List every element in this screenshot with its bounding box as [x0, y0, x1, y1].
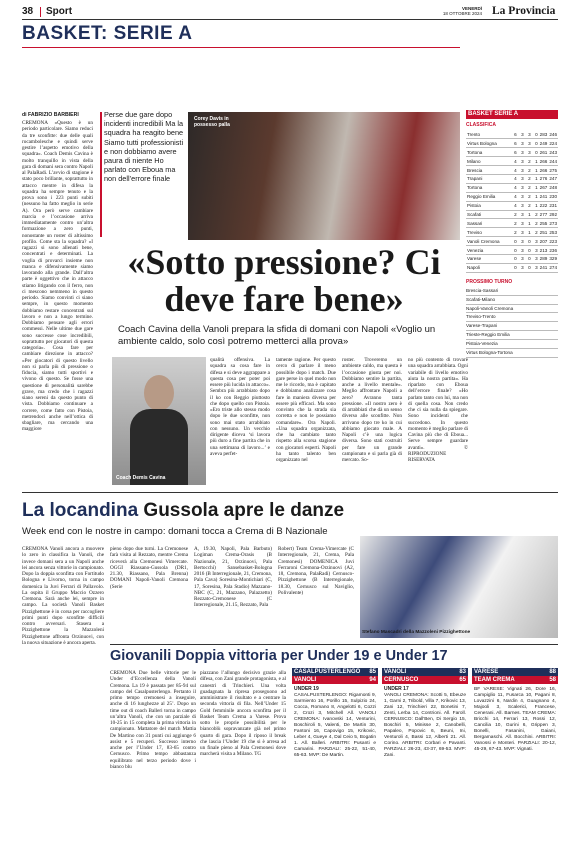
- team-stat: 1: [525, 219, 532, 228]
- standings-row: [466, 210, 558, 219]
- team-stat: 0: [511, 263, 518, 272]
- box2-team2: [382, 676, 468, 684]
- page-number: 38: [22, 6, 34, 17]
- team-stat: 244: [549, 158, 557, 164]
- team-stat: 4: [511, 192, 518, 201]
- team-stat: 223: [549, 238, 557, 244]
- team-stat: 0: [511, 246, 518, 255]
- quote-bar: [100, 112, 102, 237]
- team-stat: 3: [518, 166, 525, 175]
- team-stat: 4: [511, 183, 518, 192]
- standings-row: [466, 139, 558, 148]
- locandina-photo: [360, 536, 558, 638]
- team-stat: 277: [539, 211, 548, 217]
- team-stat: 275: [549, 167, 557, 173]
- locandina-subtitle: Week end con le nostre in campo: domani tocca a Crema di B Nazionale: [22, 526, 328, 537]
- next-match: Varese-Trapani: [466, 322, 558, 331]
- box3-team2-name: TEAM CREMA: [474, 677, 515, 683]
- article-column-2: qualità offensiva. La squadra sa cosa fare in difesa e si deve aggrappare a questa cosa per poter poi essere più lucida in attacco». Sembra più arrabbiato dopo il ko con Reggio piuttosto che dopo quello con Pistoia. «Ero triste allo stesso modo dopo le due sconfitte, non sono mai stato arrabbiato con nessuno. Un vecchio dirigente diceva ‘si lavora più duro a fine partita che in una settimana di lavoro...’ e aveva perfet-: [210, 357, 270, 457]
- box1-category: UNDER 19: [294, 686, 319, 692]
- team-stat: 3: [525, 130, 532, 139]
- team-stat: 253: [549, 229, 557, 235]
- team-stat: 0: [525, 263, 532, 272]
- team-stat: 329: [549, 256, 557, 262]
- locandina-column-2: pieno dopo due turni. La Cremonese farà visita al Rezzato, mentre Crema riceverà alla Cremonesi Vimercate. OGGI Riassano-Gussola (DR1, 21.30, Riassano, Pala Brenna) DOMANI Napoli-Vanoli Cremona (Serie: [110, 546, 188, 590]
- locandina-headline-main: Gussola apre le danze: [143, 500, 345, 521]
- box1-text: CASALPUSTERLENGO: Rigamonti 9, Sarmiento 16, Porillo 15, Sulpizio 24, Cocca, Romano 8, Angelotti 6, Cozzi 2, Crozi 3, Mitchell All. VANOLI CREMONA: Ivanovski 14, Venturini, Boschiroli 5, Valenti, De Martin 30, Fantoni 16, Capovigo 15, Krikovic, Leber 4, Gueye 4, Dal Ceio 5, Bogatin 1. All. Balleri. ARBITRI: Pusanti e Camarini. PARZIALI: 25-22, 51-40, 65-63. MVP: De Martin.: [294, 693, 376, 758]
- coach-body: [130, 409, 188, 485]
- team-name: Tortona: [466, 183, 511, 192]
- team-name: Varese: [466, 254, 511, 263]
- team-stat: 6: [511, 148, 518, 157]
- next-match: Pistoia-Venezia: [466, 340, 558, 349]
- standings-row: [466, 246, 558, 255]
- masthead: La Provincia: [492, 5, 556, 17]
- locandina-headline: [22, 500, 344, 522]
- box2-team1-name: VANOLI: [384, 669, 407, 675]
- box1-team2-score: 94: [369, 677, 376, 683]
- next-match: Brescia-Sassari: [466, 287, 558, 296]
- locandina-column-1: CREMONA Vanoli ancora a muovere lo zero in classifica la Vanoli, che invece domani sera a un Napoli anche lei ancora senza vittorie in campionato. Dopo la doppia sconfitta con Fortitudo Bologna e Livorno, torna in campo domenica la Juvi Ferrari di Pallavolo. La ospita il Gruppo Maccio Ozzero Cremona. Sarà anche lei, sempre in campo. La società Vanoli Basket Pizzighettone è in corsa per raccogliere primi punti dopo sconfitte difficili contro avversari. Stasera a Pizzighettone la Mazzoleni Pizzighettone affronta Orzinuovi, con la nuova situazione è ancora aperta.: [22, 546, 104, 646]
- team-stat: 3: [532, 254, 539, 263]
- box2-team2-score: 65: [459, 677, 466, 683]
- team-stat: 0: [511, 237, 518, 246]
- team-stat: 222: [539, 203, 548, 209]
- team-stat: 283: [539, 130, 549, 139]
- team-stat: 3: [518, 246, 525, 255]
- standings-panel: [466, 110, 558, 372]
- team-stat: 1: [525, 210, 532, 219]
- box3-team1-name: VARESE: [474, 669, 499, 675]
- team-stat: 247: [549, 176, 557, 182]
- next-round-list: [466, 287, 558, 358]
- team-stat: 3: [532, 246, 539, 255]
- team-stat: 230: [549, 194, 557, 200]
- team-stat: 3: [532, 263, 539, 272]
- team-stat: 266: [539, 167, 548, 173]
- standings-row: [466, 174, 558, 183]
- team-stat: 248: [549, 185, 557, 191]
- team-stat: 3: [518, 210, 525, 219]
- standings-row: [466, 263, 558, 272]
- standings-row: [466, 201, 558, 210]
- team-name: Tortona: [466, 148, 511, 157]
- team-name: Napoli: [466, 263, 511, 272]
- team-stat: 249: [539, 140, 548, 146]
- team-stat: 2: [525, 174, 532, 183]
- team-stat: 213: [539, 247, 548, 253]
- team-stat: 261: [539, 149, 548, 155]
- next-round-title: PROSSIMO TURNO: [466, 278, 513, 285]
- header-divider: [40, 7, 41, 17]
- score-box-vanoli-cernusco: [382, 668, 468, 838]
- box3-team2-score: 58: [549, 677, 556, 683]
- team-stat: 0: [511, 254, 518, 263]
- team-stat: 4: [511, 166, 518, 175]
- box3-team2: [472, 676, 558, 684]
- team-stat: 266: [539, 158, 548, 164]
- next-match: Napoli-Vanoli Cremona: [466, 305, 558, 314]
- box2-team1: [382, 668, 468, 676]
- standings-row: [466, 157, 558, 166]
- team-stat: 0: [532, 130, 539, 139]
- team-stat: 2: [525, 201, 532, 210]
- game-photo: [188, 112, 460, 240]
- score-box-casalpusterlengo: [292, 668, 378, 838]
- standings-title: BASKET SERIE A: [466, 110, 558, 119]
- team-stat: 0: [525, 254, 532, 263]
- team-stat: 3: [518, 130, 525, 139]
- team-stat: 1: [525, 228, 532, 237]
- byline: di FABRIZIO BARBIERI: [22, 112, 79, 118]
- team-stat: 3: [518, 157, 525, 166]
- team-stat: 231: [549, 203, 557, 209]
- team-name: Trento: [466, 130, 511, 139]
- team-stat: 3: [518, 183, 525, 192]
- team-stat: 3: [532, 237, 539, 246]
- team-stat: 0: [532, 139, 539, 148]
- team-stat: 1: [532, 183, 539, 192]
- box2-team2-name: CERNUSCO: [384, 677, 419, 683]
- giovanili-column-1: CREMONA Due belle vittorie per le Under d’Eccellenza della Vanoli Cremona. La 19 è passata per 85-94 sul campo del Casalpusterlengo. Pertanto il primo tempo cremonesi a inseguire, anche di 16 lunghezze al 25’. Dopo un time out di coach Balleri torna in campo un’altra Vanoli, che con un parziale di 10-25 in 15 completa la prima vittoria in campionato. Mattatore del match Mattia De Martino con 31 punti cui aggiunge 6 assist e 5 recuperi. Successo interno anche per l’Under 17, 83-65 contro Cernusco. Primo tempo abbastanza equilibrato nel terzo periodo dove i bianco blu: [110, 670, 196, 770]
- team-stat: 2: [532, 228, 539, 237]
- team-stat: 4: [511, 174, 518, 183]
- team-name: Vanoli Cremona: [466, 237, 511, 246]
- standings-row: [466, 254, 558, 263]
- team-name: Milano: [466, 157, 511, 166]
- team-stat: 3: [518, 254, 525, 263]
- standings-row: [466, 192, 558, 201]
- team-stat: 3: [518, 201, 525, 210]
- giovanili-headline: Giovanili Doppia vittoria per Under 19 e Under 17: [110, 648, 448, 664]
- box1-team1-name: CASALPUSTERLENGO: [294, 669, 361, 675]
- standings-row: [466, 219, 558, 228]
- coach-caption: Coach Demis Cavina: [116, 475, 166, 481]
- team-stat: 3: [518, 139, 525, 148]
- team-name: Virtus Bologna: [466, 139, 511, 148]
- team-stat: 3: [518, 148, 525, 157]
- standings-row: [466, 237, 558, 246]
- article-column-5: no più contento di trovare una squadra arrabbiata. Ogni variabile di livello emotivo aiuta la nostra partita». Ha riparlato con Eboua dell’errore finale? «Ho parlato tanto con lui, ma non di quella cosa. Non credo che ci sia nulla da spiegare. Sono incidenti che succedono. In questo momento è meglio parlare di Cavina più che di Eboua... Serve sempre guardare avanti». © RIPRODUZIONE RISERVATA: [408, 357, 468, 463]
- team-stat: 236: [549, 247, 557, 253]
- standings-row: [466, 228, 558, 237]
- article-column-1: CREMONA «Questo è un periodo particolare. Siamo reduci da tre sconfitte: due delle quali rocambolesche e quindi serve gestire l’aspetto emotivo della squadra». Coach Demis Cavina è molto tranquillo in vista della gara di domani sera contro Napoli al PalaRadi. L’avvio di stagione è stato poco brillante, soprattutto in attacco mentre in difesa la squadra ha sempre tenuto e la prova sono i 223 punti subiti (nessuno ha fatto meglio in serie A). Ora però serve cambiare marcia e l’occasione arriva immediatamente contro un’altra formazione a zero punti, nonostante un roster di altissimo profilo. Come sta la squadra? «I ragazzi si sono allenati bene, concentrati e determinati. La voglia di provarci insieme non manca e difensivamente siamo lavorando alla grande. Dall’altra parte è oggettivo che in attacco stiamo litigando con il ferro, non ci mescono nemmeno in questo periodo. Siamo convinti ci siano sempre, in questo momento dobbiamo restare concentrati sul lavoro e non a lungo termine. Dobbiamo pensare agli errori commessi. Nelle ultime due gare sono successe cose incredibili, soprattutto per giocatori di questa categoria». Cosa fare per cambiare direzione in attacco? «Per giocatori di questo livello non si parla più di pressione o fiducia, siamo tutti sportivi e vivono di questo. Se fosse una questione di personalità sarebbe grave, ma credo che i ragazzi siano sereni da questo punto di vista. Dobbiamo continuare a correre, come fatto con Pistoia, metrendoci anche nell’ottica di sbagliare, ma cercando una maggiore: [22, 120, 93, 433]
- next-match: Scafati-Milano: [466, 296, 558, 305]
- giovanili-rule: [110, 644, 558, 645]
- score-box-varese-teamcrema: [472, 668, 558, 838]
- team-stat: 292: [549, 211, 557, 217]
- box1-team2: [292, 676, 378, 684]
- locandina-rule: [22, 492, 558, 493]
- team-stat: 2: [532, 219, 539, 228]
- giovanili-column-2: piazzano l’allungo decisivo grazie alla difesa, con Zani grande protagonista, e al canestri di Trinchieri. Una volta guadagnata la ripresa proseguono ad amministrare il risultato e a centrare la seconda vittoria di fila. Nell’Under 15 Gold femminile ancora sconfitta per il Basket Team Crema a Varese. Prova sotto le proprie possibilità per le biancoblù sopravanzate già nel primo quarto di gara. Dopo il riposo il break che lascia l’Under 19 che si è arresa ad un finale pieno al Pala Cremonesi dove marcherà visita a Milano. TG: [200, 670, 286, 758]
- team-stat: 2: [525, 166, 532, 175]
- team-name: Sassari: [466, 219, 511, 228]
- team-stat: 1: [532, 201, 539, 210]
- team-name: Reggio Emilia: [466, 192, 511, 201]
- team-stat: 6: [511, 130, 518, 139]
- standings-table: [466, 130, 558, 273]
- team-name: Treviso: [466, 228, 511, 237]
- article-column-4: roster. Troveremo un ambiente caldo, ma questa è l’occasione giusta per noi. Dobbiamo sentire la partita, anche a livello mentale». Meglio affrontare Napoli a zero? Avranno tanta pressione. «Il nostro zero è di arrabbiati che dà un senso diverso alle sconfitte. Non arrivano dopo tre ko in cui abbiamo giocato male. A Napoli c’è una logica diversa. Sono stati costruiti per fare un grande campionato e si parla già di mercato. So-: [342, 357, 402, 463]
- section-label: Sport: [46, 6, 73, 17]
- team-stat: 246: [548, 130, 558, 139]
- team-stat: 0: [532, 148, 539, 157]
- team-stat: 4: [511, 201, 518, 210]
- team-stat: 0: [525, 246, 532, 255]
- locandina-column-3: A, 19.30, Napoli, Pala Barbuto) Logiman Crema-Orasis (B Nazionale, 21, Orzinuovi, Pala Bertocchi) Sansebasket-Bologna 2016 (B Interregionale, 21, Cremona, Pala Cava) Soresina-Montichiari (C, 17, Soresina, Pala Stadio) Mazzano-NBC (C, 21, Mazzano, Palazzetto) Rezzato-Cremonese (C Interregionale, 21.15, Rezzato, Pala: [194, 546, 272, 609]
- pull-quote: Perse due gare dopo incidenti incredibili Ma la squadra ha reagito bene Siamo tutti professionisti e non dobbiamo avere paura di niente Ho parlato con Eboua ma non dell’errore finale: [104, 110, 184, 184]
- team-stat: 3: [525, 148, 532, 157]
- box1-team1-score: 85: [369, 669, 376, 675]
- box3-team1: [472, 668, 558, 676]
- team-name: Scafati: [466, 210, 511, 219]
- team-stat: 4: [511, 157, 518, 166]
- team-stat: 2: [511, 228, 518, 237]
- coach-photo: [112, 357, 206, 485]
- team-stat: 1: [532, 174, 539, 183]
- team-stat: 224: [549, 140, 557, 146]
- date: 18 OTTOBRE 2024: [442, 11, 482, 16]
- team-stat: 2: [511, 210, 518, 219]
- date-day: VENERDÌ: [461, 6, 482, 11]
- section-rule: [22, 47, 460, 48]
- article-column-3: tamente ragione. Per questo cerco di parlare il meno possibile dopo i match. Due gare perse in quel modo non me le ricordo, ma è capitato e dobbiamo analizzare cosa fare in maniera diversa per essere più efficaci. Ma sono convinto che la strada sia corretta e non le possiamo comandare». Ora Napoli. «Una squadra organizzata, che ha cambiato tanto rispetto alla scorsa stagione con giocatori esperti. Napoli ha tanto talento ben organizzato nel: [276, 357, 336, 463]
- team-stat: 1: [532, 166, 539, 175]
- team-stat: 276: [539, 176, 548, 182]
- team-stat: 3: [518, 192, 525, 201]
- team-name: Brescia: [466, 166, 511, 175]
- team-stat: 241: [539, 265, 548, 271]
- team-name: Venezia: [466, 246, 511, 255]
- team-stat: 3: [518, 228, 525, 237]
- box1-team1: [292, 668, 378, 676]
- next-match: Virtus Bologna-Tortona: [466, 349, 558, 358]
- locandina-column-4: Robert) Team Crema-Vimercate (C Interregionale, 21, Crema, Pala Cremonesi) DOMENICA Juvi Ferraroni Cremona-Orzinuovi (A2, 18, Cremona, PalaRadi) Cernusco-Pizzighettone (B Interregionale, 18.30, Cernusco sul Naviglio, Polivalente): [278, 546, 354, 596]
- section-title: BASKET: SERIE A: [22, 23, 193, 44]
- box2-team1-score: 83: [459, 669, 466, 675]
- main-headline: «Sotto pressione? Ci deve fare bene»: [127, 242, 441, 319]
- team-name: Pistoia: [466, 201, 511, 210]
- team-stat: 243: [549, 149, 557, 155]
- box3-text: BF VARESE: Vignati 26, Dore 16, Campiglio 11, Fusarca 10, Pagani 8, Lovazzini 6, Nardin 4, Guagnano 4, Majooli 3, Scalerici, Francese, Cenerani. All. Barnes. TEAM CREMA: Bricchi 14, Ferrari 13, Rossi 12, Cancilia 10, Gurini 6, Grippen 3, Bonelli, Fasanini, Gaiani, Bergamaschi. All. Bocchini. ARBITRI: Vanossi e Monteri. PARZIALI: 20-12, 45-29, 67-43. MVP: Vignati.: [474, 687, 556, 752]
- team-stat: 2: [525, 192, 532, 201]
- team-stat: 2: [525, 157, 532, 166]
- team-stat: 1: [532, 157, 539, 166]
- team-stat: 3: [525, 139, 532, 148]
- team-stat: 3: [518, 219, 525, 228]
- locandina-photo-caption: Stefano Mascadri della Mazzoleni Pizzighettone: [362, 630, 471, 635]
- team-stat: 2: [511, 219, 518, 228]
- box3-team1-score: 88: [549, 669, 556, 675]
- page-header: [22, 6, 558, 20]
- next-match: Trieste-Reggio Emilia: [466, 331, 558, 340]
- standings-row: [466, 183, 558, 192]
- team-stat: 255: [539, 220, 548, 226]
- team-stat: 251: [539, 229, 548, 235]
- team-stat: 241: [539, 194, 548, 200]
- standings-row: [466, 148, 558, 157]
- standings-row: [466, 166, 558, 175]
- team-stat: 6: [511, 139, 518, 148]
- team-stat: 3: [518, 263, 525, 272]
- team-stat: 0: [525, 237, 532, 246]
- team-stat: 2: [525, 183, 532, 192]
- standings-subtitle: CLASSIFICA: [466, 122, 496, 128]
- photo-caption: Corey Davis in possesso palla: [194, 116, 230, 128]
- next-match: Treviso-Trento: [466, 313, 558, 322]
- team-stat: 1: [532, 192, 539, 201]
- coach-head: [144, 375, 174, 411]
- team-name: Trapani: [466, 174, 511, 183]
- main-subtitle: Coach Cavina della Vanoli prepara la sfida di domani con Napoli «Voglio un ambiente caldo, solo così potremo metterci alla prova»: [118, 324, 436, 347]
- team-stat: 207: [539, 238, 548, 244]
- team-stat: 3: [518, 237, 525, 246]
- box2-category: UNDER 17: [384, 686, 409, 692]
- team-stat: 274: [549, 265, 557, 271]
- team-stat: 267: [539, 185, 548, 191]
- standings-row: [466, 130, 558, 139]
- team-stat: 289: [539, 256, 548, 262]
- team-stat: 273: [549, 220, 557, 226]
- box1-team2-name: VANOLI: [294, 677, 317, 683]
- team-stat: 2: [532, 210, 539, 219]
- locandina-headline-red: La locandina: [22, 500, 139, 521]
- team-stat: 3: [518, 174, 525, 183]
- box2-text: VANOLI CREMONA: Scotti 5, Ebeuze 1, Garni 2, Tribold, Villa 7, Krikovic 13, Zani 12, Trinchieri 22, Bonetini 7, Zenti, Lerba 14, Contrioni. All. Faroll. CERNUSCO: Dall'Ben, Di Sergio 15, Boschiri 5, Minisse 2, Canobelli, Papaleo, Popovic 6, Beuni, Ini, Venturoli 4, Bassi 12, Alberti 21. All. Corino. ARBITRI: Corbari e Pavanti. PARZIALI: 26-23, 43-37, 69-53. MVP: Zani.: [384, 693, 466, 758]
